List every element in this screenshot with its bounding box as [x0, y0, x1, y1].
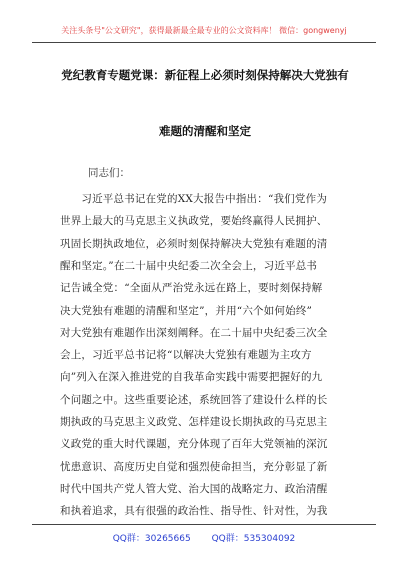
body-line: 习近平总书记在党的XX大报告中指出：“我们党作为 [60, 193, 328, 205]
body-line: 忧患意识、高度历史自觉和强烈使命担当，充分彰显了新 [60, 460, 328, 473]
footer [0, 531, 408, 544]
body-line: 义政党的重大时代课题，充分体现了百年大党领袖的深沉 [60, 438, 328, 451]
body-line: 期执政的马克思主义政党、怎样建设长期执政的马克思主 [60, 416, 328, 428]
body-line: 对大党独有难题作出深刻阐释。在二十届中央纪委三次全 [60, 326, 328, 339]
body-line: 醒和坚定。”在二十届中央纪委二次全会上，习近平总书 [60, 259, 318, 272]
body-line: 和执着追求，具有很强的政治性、指导性、针对性，为我 [60, 505, 328, 518]
body-line: 向”列入在深入推进党的自我革命实践中需要把握好的九 [60, 371, 323, 384]
document-title-line-1: 党纪教育专题党课：新征程上必须时刻保持解决大党独有 [61, 68, 349, 82]
body-line: 世界上最大的马克思主义执政党，要始终赢得人民拥护、 [60, 215, 328, 228]
body-line: 巩固长期执政地位，必须时刻保持解决大党独有难题的清 [60, 237, 328, 250]
body-line: 决大党独有难题的清醒和坚定”，并用“六个如何始终” [60, 304, 313, 317]
body-line: 时代中国共产党人管大党、治大国的战略定力、政治清醒 [60, 482, 328, 495]
footer-qq-group-2: QQ群：535304092 [211, 534, 296, 544]
body-line: 个问题之中。这些重要论述，系统回答了建设什么样的长 [60, 393, 328, 406]
body-line: 记告诫全党：“全面从严治党永远在路上，要时刻保持解 [60, 282, 323, 295]
document-title-line-2: 难题的清醒和坚定 [159, 124, 251, 138]
footer-divider [32, 524, 376, 525]
header-divider [32, 42, 376, 43]
header-banner: 关注头条号"公文研究"，获得最新最全最专业的公文资料库！ 微信：gongwenyj [61, 26, 347, 35]
salutation: 同志们： [88, 167, 130, 179]
body-line: 会上，习近平总书记将“以解决大党独有难题为主攻方 [60, 349, 312, 362]
footer-qq-group-1: QQ群：30265665 [112, 534, 191, 544]
